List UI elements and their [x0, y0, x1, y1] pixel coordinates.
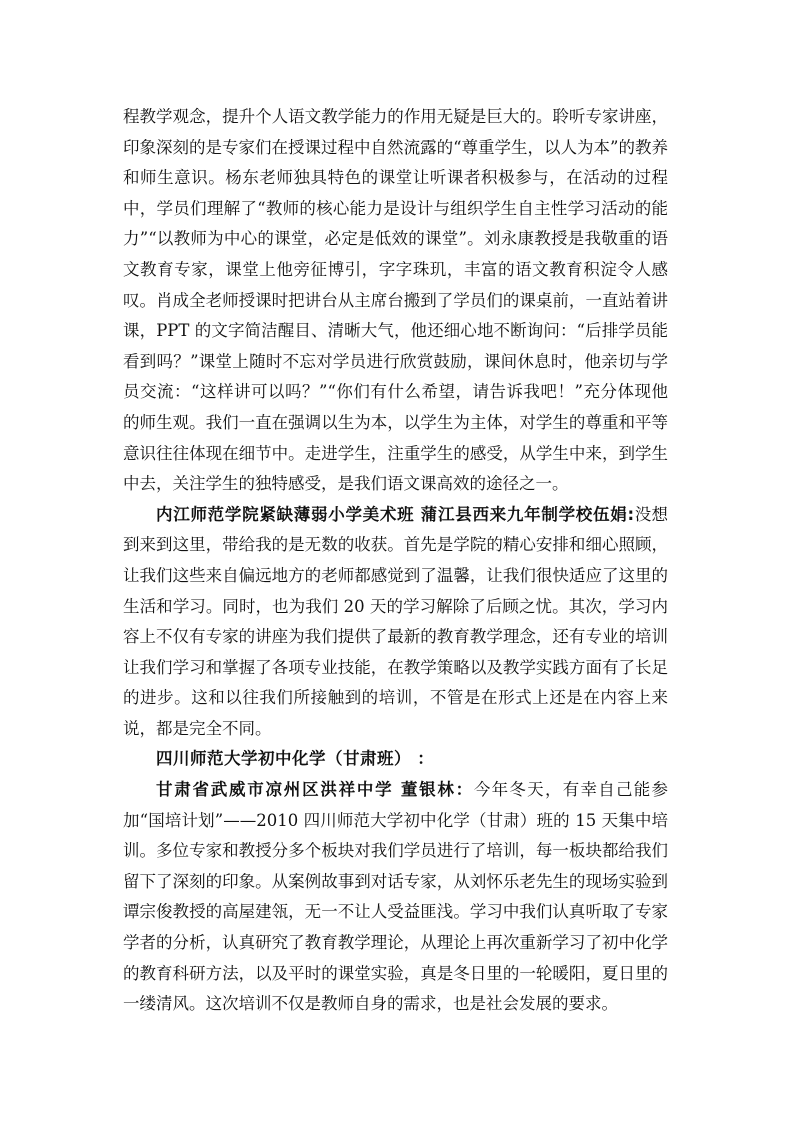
paragraph-continuation: 程教学观念，提升个人语文教学能力的作用无疑是巨大的。聆听专家讲座，印象深刻的是专家们在授课过程中自然流露的“尊重学生，以人为本”的教养和师生意识。杨东老师独具特色的课堂让听课者积极参与，在活动的过程中，学员们理解了“教师的核心能力是设计与组织学生自主性学习活动的能力”“以教师为中心的课堂，必定是低效的课堂”。刘永康教授是我敬重的语文教育专家，课堂上他旁征博引，字字珠玑，丰富的语文教育积淀令人感叹。肖成全老师授课时把讲台从主席台搬到了学员们的课桌前，一直站着讲课，PPT 的文字简洁醒目、清晰大气，他还细心地不断询问：“后排学员能看到吗？”课堂上随时不忘对学员进行欣赏鼓励，课间休息时，他亲切与学员交流：“这样讲可以吗？”“你们有什么希望，请告诉我吧！”充分体现他的师生观。我们一直在强调以生为本，以学生为主体，对学生的尊重和平等意识往往体现在细节中。走进学生，注重学生的感受，从学生中来，到学生中去，关注学生的独特感受，是我们语文课高效的途径之一。: [123, 107, 668, 494]
paragraph-wu-juan: [123, 500, 668, 745]
speaker-dong-yinlin: 甘肃省武威市凉州区洪祥中学 董银林：: [156, 780, 474, 800]
paragraph-wu-juan-text: 没想到来到这里，带给我的是无数的收获。首先是学院的精心安排和细心照顾，让我们这些来自偏远地方的老师都感觉到了温馨，让我们很快适应了这里的生活和学习。同时，也为我们 20 天的学习解除了后顾之忧。其次，学习内容上不仅有专家的讲座为我们提供了最新的教育教学理念，还有专业的培训让我们学习和掌握了各项专业技能，在教学策略以及教学实践方面有了长足的进步。这和以往我们所接触到的培训，不管是在形式上还是在内容上来说，都是完全不同。: [123, 504, 669, 738]
document-body: [123, 102, 668, 1020]
paragraph-dong-yinlin: [123, 775, 668, 1020]
paragraph-dong-yinlin-text: 今年冬天，有幸自己能参加“国培计划”——2010 四川师范大学初中化学（甘肃）班的 15 天集中培训。多位专家和教授分多个板块对我们学员进行了培训，每一板块都给我们留下了深刻的印象。从案例故事到对话专家，从刘怀乐老先生的现场实验到谭宗俊教授的高屋建瓴，无一不让人受益匪浅。学习中我们认真听取了专家学者的分析，认真研究了教育教学理论，从理论上再次重新学习了初中化学的教育科研方法，以及平时的课堂实验，真是冬日里的一轮暖阳，夏日里的一缕清风。这次培训不仅是教师自身的需求，也是社会发展的要求。: [123, 780, 668, 1014]
speaker-wu-juan: 内江师范学院紧缺薄弱小学美术班 蒲江县西来九年制学校伍娟:: [156, 504, 635, 524]
section-heading-chemistry-class: 四川师范大学初中化学（甘肃班） ：: [156, 749, 435, 769]
